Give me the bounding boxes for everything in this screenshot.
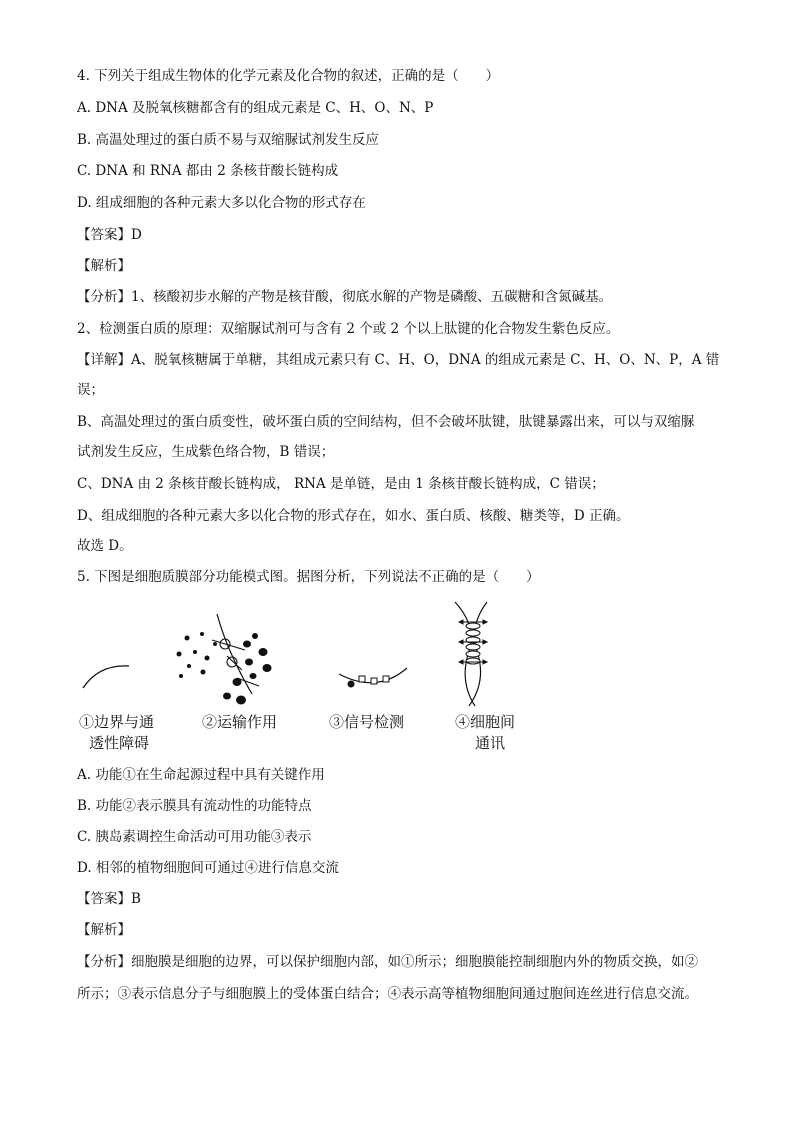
q4-analysis-line: C、DNA 由 2 条核苷酸长链构成， RNA 是单链，是由 1 条核苷酸长链构成，C 错误； bbox=[77, 476, 605, 492]
q5-answer: 【答案】B bbox=[77, 891, 141, 907]
q5-analysis-line: 【分析】细胞膜是细胞的边界，可以保护细胞内部，如①所示；细胞膜能控制细胞内外的物质交换，如② bbox=[77, 954, 698, 970]
caption-communication-2: 通讯 bbox=[475, 734, 506, 752]
caption-transport: ②运输作用 bbox=[202, 713, 278, 731]
q4-analysis-line: 【详解】A、脱氧核糖属于单糖，其组成元素只有 C、H、O，DNA 的组成元素是 C、H、O、N、P，A 错 bbox=[77, 352, 720, 368]
plasmodesma-channel bbox=[466, 623, 480, 664]
q4-analysis-line: B、高温处理过的蛋白质变性，破坏蛋白质的空间结构，但不会破坏肽键，肽键暴露出来，可以与双缩脲 bbox=[77, 414, 695, 430]
caption-boundary-2: 透性障碍 bbox=[89, 734, 150, 752]
q4-option-c: C. DNA 和 RNA 都由 2 条核苷酸长链构成 bbox=[77, 163, 339, 179]
q5-option-d: D. 相邻的植物细胞间可通过④进行信息交流 bbox=[77, 860, 339, 876]
q4-option-a: A. DNA 及脱氧核糖都含有的组成元素是 C、H、O、N、P bbox=[77, 100, 434, 116]
q5-option-c: C. 胰岛素调控生命活动可用功能③表示 bbox=[77, 829, 312, 845]
membrane-function-figure bbox=[77, 596, 547, 756]
q4-analysis-line: D、组成细胞的各种元素大多以化合物的形式存在，如水、蛋白质、核酸、糖类等，D 正确。 bbox=[77, 508, 630, 524]
transport-particles bbox=[177, 632, 272, 705]
q4-analysis-line: 故选 D。 bbox=[77, 538, 133, 554]
caption-boundary: ①边界与通 bbox=[79, 713, 155, 731]
q4-analysis-line: 【分析】1、核酸初步水解的产物是核苷酸，彻底水解的产物是磷酸、五碳糖和含氮碱基。 bbox=[77, 289, 613, 305]
q4-option-d: D. 组成细胞的各种元素大多以化合物的形式存在 bbox=[77, 195, 366, 211]
q4-stem: 4. 下列关于组成生物体的化学元素及化合物的叙述，正确的是（ ） bbox=[77, 68, 500, 84]
q4-analysis-line: 试剂发生反应，生成紫色络合物，B 错误； bbox=[77, 444, 335, 460]
q5-option-b: B. 功能②表示膜具有流动性的功能特点 bbox=[77, 798, 312, 814]
receptor-proteins bbox=[348, 676, 389, 687]
q5-analysis-heading: 【解析】 bbox=[77, 922, 131, 938]
q4-answer: 【答案】D bbox=[77, 227, 142, 243]
caption-communication: ④细胞间 bbox=[455, 713, 516, 731]
q5-option-a: A. 功能①在生命起源过程中具有关键作用 bbox=[77, 767, 325, 783]
q5-analysis-line: 所示；③表示信息分子与细胞膜上的受体蛋白结合；④表示高等植物细胞间通过胞间连丝进行信息交流。 bbox=[77, 986, 698, 1002]
boundary-membrane-curve bbox=[83, 666, 129, 688]
q4-analysis-line: 误； bbox=[77, 382, 104, 398]
q4-option-b: B. 高温处理过的蛋白质不易与双缩脲试剂发生反应 bbox=[77, 132, 380, 148]
caption-signal: ③信号检测 bbox=[329, 713, 405, 731]
q4-analysis-line: 2、检测蛋白质的原理：双缩脲试剂可与含有 2 个或 2 个以上肽键的化合物发生紫色反应。 bbox=[77, 321, 620, 337]
q4-analysis-heading: 【解析】 bbox=[77, 258, 131, 274]
membrane-diagrams bbox=[77, 596, 547, 711]
q5-stem: 5. 下图是细胞质膜部分功能模式图。据图分析，下列说法不正确的是（ ） bbox=[77, 569, 540, 585]
